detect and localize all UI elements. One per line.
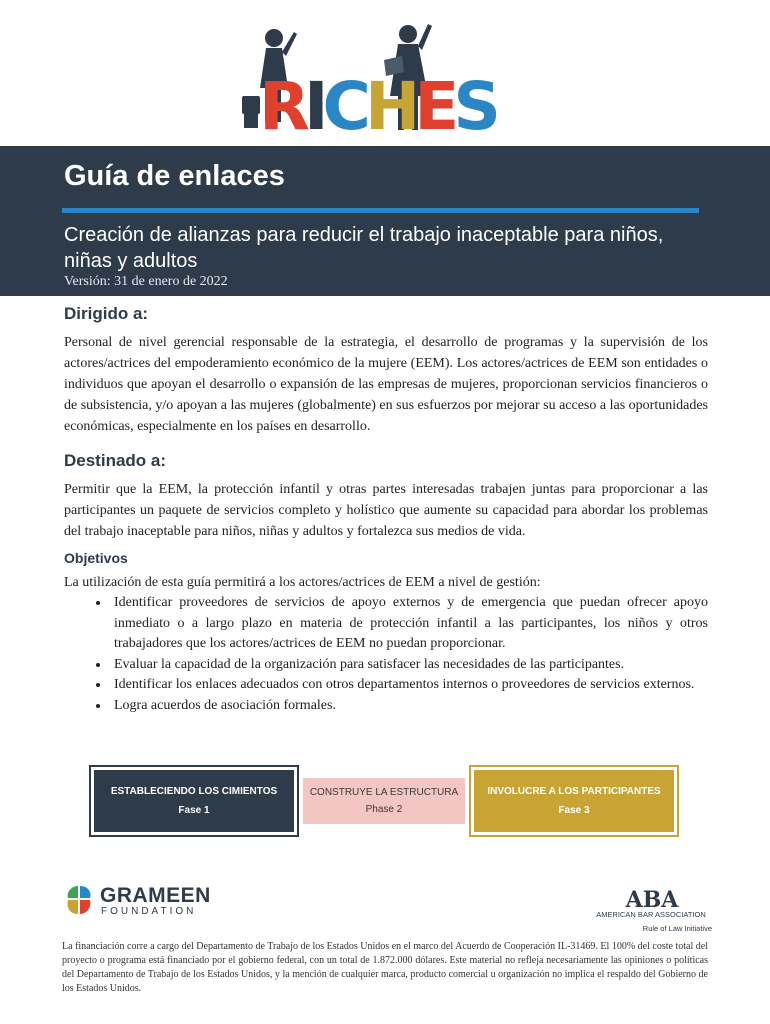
grameen-name: GRAMEEN bbox=[100, 884, 211, 907]
logo-letter: I bbox=[303, 68, 323, 145]
dirigido-heading: Dirigido a: bbox=[64, 304, 149, 323]
logo-letter: E bbox=[414, 68, 454, 145]
version-date: Versión: 31 de enero de 2022 bbox=[64, 274, 228, 289]
aba-mark-icon bbox=[622, 888, 682, 910]
list-item: • Logra acuerdos de asociación formales. bbox=[110, 696, 708, 717]
riches-wordmark bbox=[232, 68, 522, 145]
destinado-heading: Destinado a: bbox=[64, 451, 167, 470]
grameen-sub: FOUNDATION bbox=[101, 906, 197, 917]
objetivos-list bbox=[64, 593, 708, 716]
aba-sub: Rule of Law Initiative bbox=[642, 924, 712, 933]
logo-letter: C bbox=[322, 68, 365, 145]
phase-title: ESTABLECIENDO LOS CIMIENTOS bbox=[110, 786, 278, 797]
svg-text:ABA: ABA bbox=[625, 888, 679, 910]
phase-title: INVOLUCRE A LOS PARTICIPANTES bbox=[487, 786, 661, 797]
phase-3-box bbox=[471, 767, 677, 835]
phase-1-box bbox=[91, 767, 297, 835]
list-item: • Identificar los enlaces adecuados con otros departamentos internos o proveedores de servicios externos. bbox=[110, 675, 708, 696]
logo-letter: H bbox=[364, 68, 415, 145]
list-item: • Evaluar la capacidad de la organización para satisfacer las necesidades de las participantes. bbox=[110, 655, 708, 676]
aba-logo bbox=[590, 888, 712, 936]
header-band bbox=[0, 146, 770, 296]
funding-disclaimer: La financiación corre a cargo del Departamento de Trabajo de los Estados Unidos en el marco del Acuerdo de Cooperación IL-31469. El 100% del coste total del proyecto o programa está financiado por el gobierno federal, con un total de 1.872.000 dólares. Este material no refleja necesariamente las opiniones o políticas del Departamento de Trabajo de los Estados Unidos, y la mención de cualquier marca, producto comercial u organización no implica el respaldo del Gobierno de los Estados Unidos. bbox=[62, 941, 708, 994]
phase-title: CONSTRUYE LA ESTRUCTURA bbox=[309, 787, 459, 798]
logo-letter: R bbox=[259, 68, 304, 145]
phase-label: Phase 2 bbox=[365, 804, 403, 815]
logo-letter: S bbox=[453, 68, 495, 145]
grameen-leaf-icon bbox=[62, 882, 98, 918]
grameen-foundation-logo bbox=[62, 882, 232, 920]
destinado-text: Permitir que la EEM, la protección infantil y otras partes interesadas trabajen juntas para proporcionar a las participantes un paquete de servicios completo y holístico que aumente su capacidad para abordar los problemas del trabajo inaceptable para niños, niñas y adultos y fortalezca sus medios de vida. bbox=[64, 482, 708, 539]
dirigido-text: Personal de nivel gerencial responsable de la estrategia, el desarrollo de programas y la supervisión de los actores/actrices del empoderamiento económico de la mujere (EEM). Los actores/actrices de EEM son entidades o individuos que apoyan el desarrollo o expansión de las empresas de mujeres, proporcionan servicios financieros o de subsistencia, y/o apoyan a las mujeres (globalmente) en sus esfuerzos por mejorar su acceso a las oportunidades económicas, especialmente en los países en desarrollo. bbox=[64, 335, 708, 434]
objetivos-heading: Objetivos bbox=[64, 550, 128, 566]
phase-2-box bbox=[303, 778, 465, 824]
main-content bbox=[64, 304, 708, 716]
page-title: Guía de enlaces bbox=[64, 160, 285, 192]
riches-logo bbox=[232, 8, 522, 145]
objetivos-intro: La utilización de esta guía permitirá a los actores/actrices de EEM a nivel de gestión: bbox=[64, 575, 541, 590]
phase-label: Fase 1 bbox=[178, 805, 210, 816]
page-subtitle: Creación de alianzas para reducir el trabajo inaceptable para niños, niñas y adultos bbox=[64, 224, 664, 272]
title-divider bbox=[62, 208, 699, 213]
list-item: • Identificar proveedores de servicios de apoyo externos y de emergencia que puedan ofrecer apoyo inmediato o a largo plazo en materia de protección infantil a las participantes, los niños y otros trabajadores que los actores/actrices de EEM no puedan proporcionar. bbox=[110, 593, 708, 655]
phase-label: Fase 3 bbox=[558, 805, 590, 816]
aba-name: AMERICAN BAR ASSOCIATION bbox=[596, 910, 706, 919]
